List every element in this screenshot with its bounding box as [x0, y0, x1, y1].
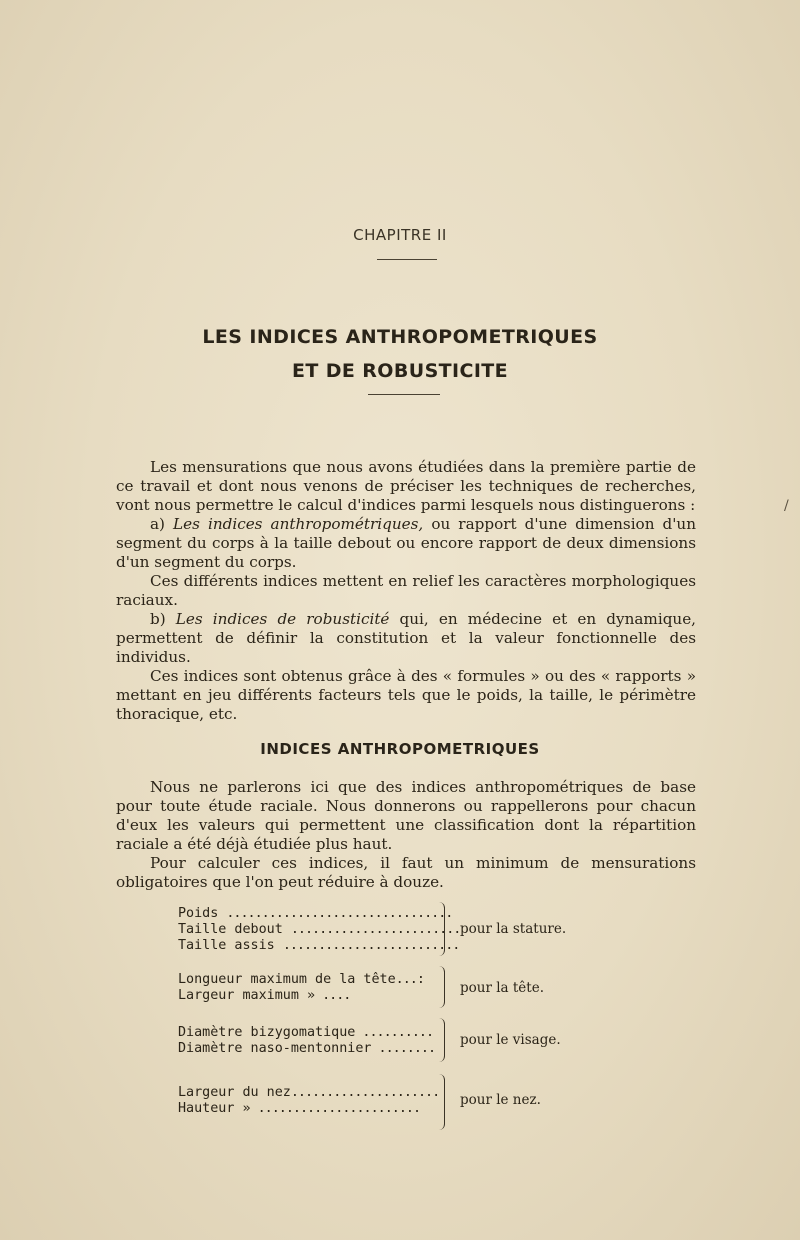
measurement-item [178, 972, 424, 987]
measurement-label: Longueur maximum de la tête [178, 972, 396, 987]
measurement-label: Largeur du nez [178, 1085, 291, 1100]
measurement-item [178, 922, 460, 937]
item-a-paragraph [116, 515, 696, 572]
title-rule [368, 394, 440, 395]
brace-stature [436, 902, 445, 956]
leader-dots: ....................... [250, 1101, 421, 1116]
item-a-term: Les indices anthropométriques, [173, 515, 424, 533]
section-title: INDICES ANTHROPOMETRIQUES [260, 740, 540, 758]
item-b-prefix: b) [150, 610, 176, 628]
measurement-label: Largeur maximum » [178, 988, 316, 1003]
measurement-item [178, 1025, 433, 1040]
chapter-label: CHAPITRE II [353, 226, 447, 244]
leader-dots: ........ [371, 1041, 436, 1056]
measurement-label: Taille assis [178, 938, 275, 953]
measurement-label: Poids [178, 906, 219, 921]
brace-nez [436, 1074, 445, 1130]
item-b-note: Ces indices sont obtenus grâce à des « formules » ou des « rapports » mettant en jeu différents facteurs tels que le poids, la taille, le périmètre thoracique, etc. [116, 667, 696, 723]
intro-paragraph: Les mensurations que nous avons étudiées dans la première partie de ce travail et dont nous venons de préciser les techniques de recherches, vont nous permettre le calcul d'indices parmi lesquels nous distinguerons : [116, 458, 696, 514]
brace-visage [436, 1018, 445, 1062]
item-a-prefix: a) [150, 515, 174, 533]
leader-dots: ...: [395, 972, 424, 987]
leader-dots: ........................ [290, 922, 461, 937]
item-b-term: Les indices de robusticité [175, 610, 390, 628]
measurement-label: Taille debout [178, 922, 283, 937]
item-b-paragraph [116, 610, 696, 667]
measurement-label: Diamètre bizygomatique [178, 1025, 356, 1040]
leader-dots: ..................... [290, 1085, 440, 1100]
measurement-label: Diamètre naso-mentonnier [178, 1041, 372, 1056]
measurement-item [178, 1085, 439, 1100]
measurement-item [178, 938, 459, 953]
item-a-text: ou rapport d'une dimension d'un segment du corps à la taille debout ou encore rapport de deux dimensions d'un segment du corps. [116, 515, 696, 571]
purpose-visage: pour le visage. [460, 1032, 561, 1048]
chapter-title-line2: ET DE ROBUSTICITE [291, 360, 509, 382]
chapter-title-line1: LES INDICES ANTHROPOMETRIQUES [202, 326, 598, 348]
section-paragraph-1: Nous ne parlerons ici que des indices anthropométriques de base pour toute étude raciale. Nous donnerons ou rappellerons pour chacun d'eux les valeurs qui permettent une classification dont la répartition raciale a été déjà étudiée plus haut. [116, 778, 696, 853]
intro-block [116, 458, 696, 724]
margin-mark: / [784, 498, 789, 514]
chapter-rule [377, 259, 437, 260]
purpose-nez: pour le nez. [460, 1092, 541, 1108]
leader-dots: ................................ [226, 906, 453, 921]
section-block [116, 778, 696, 892]
measurement-label: Hauteur » [178, 1101, 251, 1116]
item-b-text: qui, en médecine et en dynamique, permettent de définir la constitution et la valeur fonctionnelle des individus. [116, 610, 697, 666]
purpose-stature: pour la stature. [460, 921, 567, 937]
leader-dots: ......................... [282, 938, 460, 953]
leader-dots: .......... [355, 1025, 434, 1040]
section-paragraph-2: Pour calculer ces indices, il faut un minimum de mensurations obligatoires que l'on peut réduire à douze. [116, 854, 696, 891]
brace-tete [436, 966, 445, 1008]
leader-dots: .... [315, 988, 351, 1003]
item-a-note: Ces différents indices mettent en relief les caractères morphologiques raciaux. [116, 572, 696, 609]
measurement-item [178, 1101, 420, 1116]
measurement-item [178, 1041, 435, 1056]
purpose-tete: pour la tête. [460, 980, 544, 996]
measurement-item [178, 988, 350, 1003]
measurement-item [178, 906, 452, 921]
